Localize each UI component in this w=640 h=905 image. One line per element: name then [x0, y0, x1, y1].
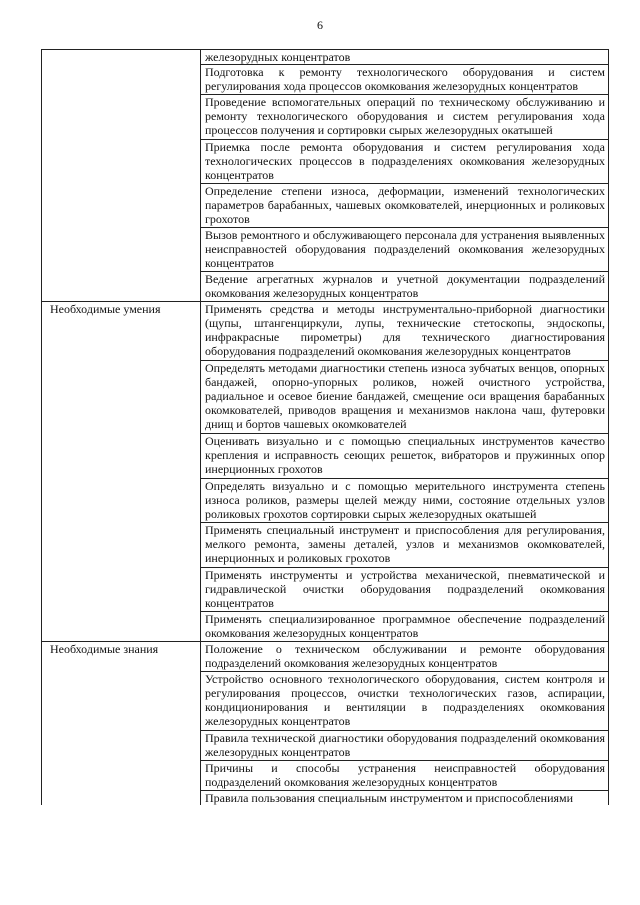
list-item: Устройство основного технологического оборудования, систем контроля и регулирования процессов, очистки технологических газов, аспирации, кондиционирования и вентиляции в подразделениях окомкования железорудных концентратов — [201, 671, 608, 730]
list-item: Применять специализированное программное обеспечение подразделений окомкования железорудных концентратов — [201, 611, 608, 641]
list-item: Применять специальный инструмент и приспособления для регулирования, мелкого ремонта, замены деталей, узлов и механизмов окомкователей, инерционных и роликовых грохотов — [201, 522, 608, 567]
list-item: Проведение вспомогательных операций по техническому обслуживанию и ремонту технологического оборудования и систем регулирования хода процессов получения и сортировки сырых железорудных окатышей — [201, 94, 608, 139]
list-item: Правила технической диагностики оборудования подразделений окомкования железорудных концентратов — [201, 730, 608, 760]
row-items — [201, 642, 609, 806]
list-item: Подготовка к ремонту технологического оборудования и систем регулирования хода процессов окомкования железорудных концентратов — [201, 64, 608, 94]
list-item: Причины и способы устранения неисправностей оборудования подразделений окомкования железорудных концентратов — [201, 760, 608, 790]
table-row — [42, 50, 609, 302]
list-item: Правила пользования специальным инструментом и приспособлениями — [201, 790, 608, 805]
page-number: 6 — [317, 18, 323, 32]
list-item: Применять инструменты и устройства механической, пневматической и гидравлической очистки оборудования подразделений окомкования концентратов — [201, 567, 608, 611]
list-item: Положение о техническом обслуживании и ремонте оборудования подразделений окомкования железорудных концентратов — [205, 642, 605, 670]
row-items — [201, 302, 609, 642]
row-heading — [42, 50, 201, 302]
row-heading: Необходимые умения — [42, 302, 201, 642]
row-items — [201, 50, 609, 302]
list-item: железорудных концентратов — [205, 50, 351, 64]
table-row — [42, 302, 609, 642]
list-item: Оценивать визуально и с помощью специальных инструментов качество крепления и исправность сеющих решеток, вибраторов и пружинных опор инерционных грохотов — [201, 433, 608, 478]
list-item: Приемка после ремонта оборудования и систем регулирования хода технологических процессов в подразделениях окомкования железорудных концентратов — [201, 139, 608, 183]
competency-table — [41, 49, 609, 805]
table-row — [42, 642, 609, 806]
list-item: Применять средства и методы инструментально-приборной диагностики (щупы, штангенциркули, лупы, технические стетоскопы, эндоскопы, инфракрасные пирометры) для технического диагностирования оборудования подразделений окомкования железорудных концентратов — [205, 302, 605, 358]
row-heading: Необходимые знания — [42, 642, 201, 806]
list-item: Определять методами диагностики степень износа зубчатых венцов, опорных бандажей, опорно-упорных роликов, ножей очистного устройства, радиальное и осевое биение бандажей, смещение оси вращения барабанных окомкователей, приводов вращения и механизмов наклона чаш, футеровки днищ и бортов чашевых окомкователей — [201, 360, 608, 433]
list-item: Вызов ремонтного и обслуживающего персонала для устранения выявленных неисправностей оборудования подразделений окомкования железорудных концентратов — [201, 227, 608, 271]
list-item: Определять визуально и с помощью мерительного инструмента степень износа роликов, размеры щелей между ними, состояние отдельных узлов роликовых грохотов сортировки сырых железорудных окатышей — [201, 478, 608, 522]
list-item: Ведение агрегатных журналов и учетной документации подразделений окомкования железорудных концентратов — [201, 271, 608, 301]
list-item: Определение степени износа, деформации, изменений технологических параметров барабанных, чашевых окомкователей, инерционных и роликовых грохотов — [201, 183, 608, 227]
